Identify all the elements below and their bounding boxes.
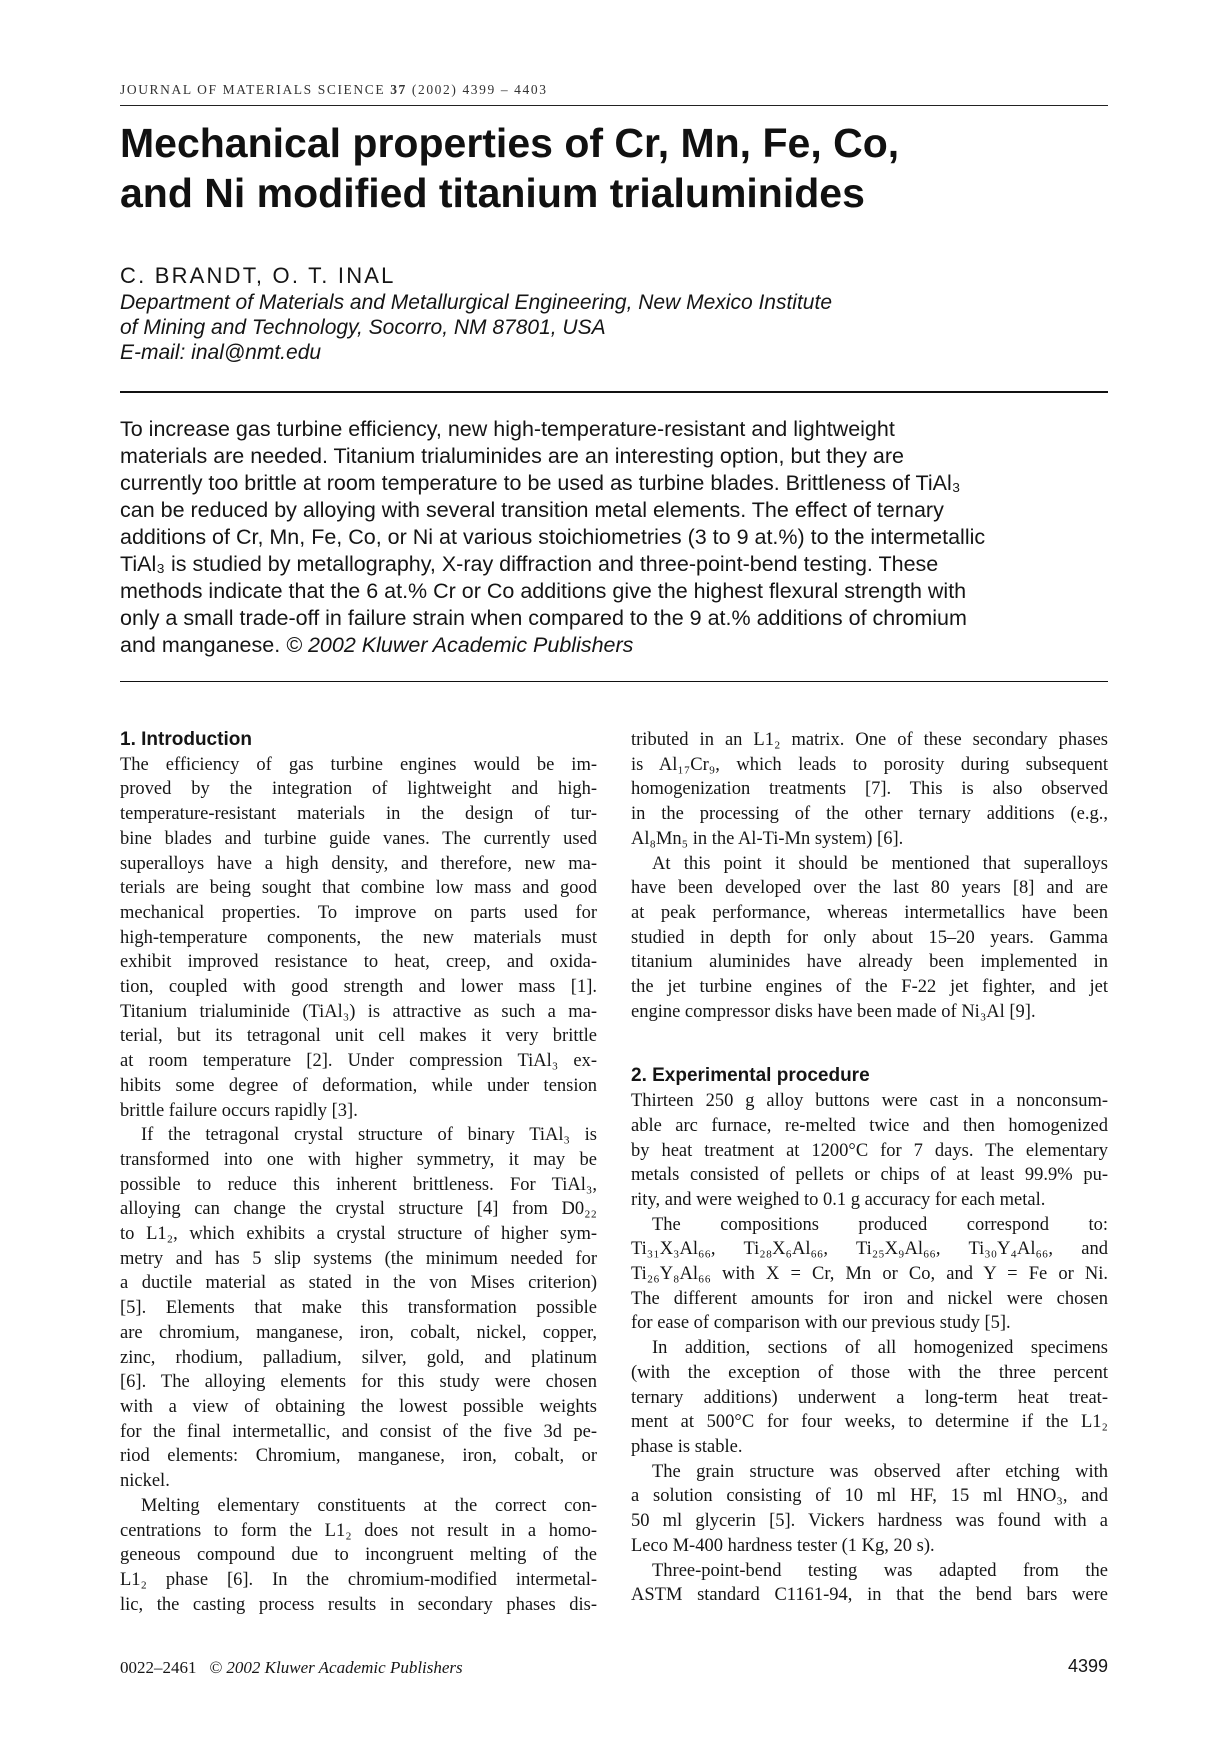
- abstract-line: To increase gas turbine efficiency, new high-temperature-resistant and lightweight: [120, 417, 895, 441]
- abstract-line: methods indicate that the 6 at.% Cr or Co additions give the highest flexural strength with: [120, 579, 967, 603]
- text-line: Titanium trialuminide (TiAl₃) is attractive as such a ma-: [120, 1001, 597, 1022]
- text-line: brittle failure occurs rapidly [3].: [120, 1100, 358, 1121]
- abstract-line: TiAl₃ is studied by metallography, X-ray diffraction and three-point-bend testing. These: [120, 552, 939, 576]
- text-line: rity, and were weighed to 0.1 g accuracy for each metal.: [631, 1189, 1046, 1210]
- text-line: L1₂ phase [6]. In the chromium-modified intermetal-: [120, 1569, 597, 1590]
- text-line: bine blades and turbine guide vanes. The currently used: [120, 828, 597, 849]
- text-line: superalloys have a high density, and therefore, new ma-: [120, 853, 597, 874]
- text-line: temperature-resistant materials in the design of tur-: [120, 804, 597, 825]
- text-line: metals consisted of pellets or chips of at least 99.9% pu-: [631, 1165, 1108, 1186]
- text-line: is Al₁₇Cr₉, which leads to porosity during subsequent: [631, 754, 1108, 775]
- text-line: Melting elementary constituents at the correct con-: [141, 1495, 597, 1516]
- affiliation-email: E-mail: inal@nmt.edu: [120, 341, 322, 364]
- text-line: terials are being sought that combine low mass and good: [120, 878, 597, 899]
- text-line: titanium aluminides have already been implemented in: [631, 952, 1108, 973]
- text-line: Al₈Mn₅ in the Al-Ti-Mn system) [6].: [631, 828, 904, 849]
- text-line: homogenization treatments [7]. This is also observed: [631, 779, 1108, 800]
- abstract-copyright: © 2002 Kluwer Academic Publishers: [286, 633, 634, 657]
- abstract-line-text: and manganese.: [120, 633, 287, 657]
- text-line: In addition, sections of all homogenized specimens: [652, 1338, 1108, 1359]
- text-line: zinc, rhodium, palladium, silver, gold, and platinum: [120, 1347, 597, 1368]
- text-line: nickel.: [120, 1471, 170, 1492]
- text-line: ment at 500°C for four weeks, to determine if the L1₂: [631, 1412, 1108, 1433]
- header-rule: [120, 105, 1108, 106]
- text-line: The efficiency of gas turbine engines would be im-: [120, 754, 597, 775]
- text-line: terial, but its tetragonal unit cell makes it very brittle: [120, 1026, 597, 1047]
- text-line: [6]. The alloying elements for this study were chosen: [120, 1372, 597, 1393]
- text-line: hibits some degree of deformation, while under tension: [120, 1075, 597, 1096]
- footer-copyright: © 2002 Kluwer Academic Publishers: [209, 1658, 463, 1677]
- text-line: Leco M-400 hardness tester (1 Kg, 20 s).: [631, 1535, 935, 1556]
- text-line: at peak performance, whereas intermetallics have been: [631, 902, 1108, 923]
- left-column: [120, 728, 597, 1617]
- text-line: Thirteen 250 g alloy buttons were cast in a nonconsum-: [631, 1091, 1108, 1112]
- paper-title: [120, 118, 1108, 218]
- text-line: for the final intermetallic, and consist of the five 3d pe-: [120, 1421, 597, 1442]
- text-line: (with the exception of those with the three percent: [631, 1362, 1108, 1383]
- text-line: studied in depth for only about 15–20 years. Gamma: [631, 927, 1108, 948]
- running-head: [120, 82, 1108, 98]
- text-line: possible to reduce this inherent brittleness. For TiAl₃,: [120, 1174, 597, 1195]
- journal-volume: 37: [390, 82, 407, 97]
- text-line: transformed into one with higher symmetry, it may be: [120, 1149, 597, 1170]
- abstract-top-rule: [120, 391, 1108, 393]
- journal-year: (2002): [411, 82, 458, 97]
- affiliation: [120, 290, 1108, 365]
- text-line: If the tetragonal crystal structure of binary TiAl₃ is: [141, 1125, 597, 1146]
- footer-left: [120, 1658, 463, 1678]
- section-gap: [631, 1024, 1108, 1064]
- text-line: to L1₂, which exhibits a crystal structure of higher sym-: [120, 1224, 597, 1245]
- issn: 0022–2461: [120, 1658, 197, 1677]
- text-line: tributed in an L1₂ matrix. One of these secondary phases: [631, 730, 1108, 750]
- text-line: [5]. Elements that make this transformation possible: [120, 1298, 597, 1319]
- text-line: geneous compound due to incongruent melting of the: [120, 1545, 597, 1566]
- title-line: Mechanical properties of Cr, Mn, Fe, Co,: [120, 120, 900, 166]
- abstract-line: currently too brittle at room temperature to be used as turbine blades. Brittleness of TiAl₃: [120, 471, 961, 495]
- text-line: The different amounts for iron and nickel were chosen: [631, 1288, 1108, 1309]
- affiliation-line: of Mining and Technology, Socorro, NM 87801, USA: [120, 316, 606, 339]
- text-line: mechanical properties. To improve on parts used for: [120, 902, 597, 923]
- affiliation-line: Department of Materials and Metallurgical Engineering, New Mexico Institute: [120, 291, 833, 314]
- text-line: exhibit improved resistance to heat, creep, and oxida-: [120, 952, 597, 973]
- text-line: 50 ml glycerin [5]. Vickers hardness was found with a: [631, 1511, 1108, 1532]
- abstract: [120, 416, 1108, 659]
- text-line: alloying can change the crystal structure [4] from D0₂₂: [120, 1199, 597, 1220]
- abstract-line: materials are needed. Titanium trialuminides are an interesting option, but they are: [120, 444, 904, 468]
- abstract-line: additions of Cr, Mn, Fe, Co, or Ni at various stoichiometries (3 to 9 at.%) to the intermetallic: [120, 525, 986, 549]
- text-line: have been developed over the last 80 years [8] and are: [631, 878, 1108, 899]
- journal-pages: 4399 – 4403: [462, 82, 548, 97]
- text-line: Ti₃₁X₃Al₆₆, Ti₂₈X₆Al₆₆, Ti₂₅X₉Al₆₆, Ti₃₀Y₄Al₆₆, and: [631, 1239, 1108, 1260]
- text-line: are chromium, manganese, iron, cobalt, nickel, copper,: [120, 1322, 597, 1343]
- text-line: engine compressor disks have been made of Ni₃Al [9].: [631, 1001, 1036, 1022]
- text-line: a ductile material as stated in the von Mises criterion): [120, 1273, 597, 1294]
- authors: C. BRANDT, O. T. INAL: [120, 263, 396, 288]
- text-line: phase is stable.: [631, 1436, 743, 1457]
- text-line: The compositions produced correspond to:: [652, 1214, 1108, 1235]
- abstract-bottom-rule: [120, 681, 1108, 682]
- text-line: able arc furnace, re-melted twice and then homogenized: [631, 1115, 1108, 1136]
- page-number: 4399: [1067, 1656, 1108, 1676]
- text-line: proved by the integration of lightweight and high-: [120, 779, 597, 800]
- section-heading-introduction: 1. Introduction: [120, 729, 252, 750]
- title-line: and Ni modified titanium trialuminides: [120, 170, 865, 216]
- text-line: The grain structure was observed after etching with: [652, 1461, 1108, 1482]
- text-line: at room temperature [2]. Under compression TiAl₃ ex-: [120, 1051, 597, 1072]
- text-line: by heat treatment at 1200°C for 7 days. The elementary: [631, 1140, 1108, 1161]
- text-line: high-temperature components, the new materials must: [120, 927, 597, 948]
- text-line: the jet turbine engines of the F-22 jet fighter, and jet: [631, 977, 1108, 998]
- abstract-line: only a small trade-off in failure strain when compared to the 9 at.% additions of chromium: [120, 606, 967, 630]
- text-line: riod elements: Chromium, manganese, iron, cobalt, or: [120, 1446, 597, 1467]
- text-line: At this point it should be mentioned that superalloys: [652, 853, 1108, 874]
- abstract-line: can be reduced by alloying with several transition metal elements. The effect of ternary: [120, 498, 944, 522]
- text-line: Ti₂₆Y₈Al₆₆ with X = Cr, Mn or Co, and Y = Fe or Ni.: [631, 1264, 1108, 1285]
- abstract-line: [120, 632, 1108, 659]
- text-line: lic, the casting process results in secondary phases dis-: [120, 1594, 597, 1615]
- text-line: centrations to form the L1₂ does not result in a homo-: [120, 1520, 597, 1541]
- text-line: a solution consisting of 10 ml HF, 15 ml HNO₃, and: [631, 1486, 1108, 1507]
- section-heading-experimental: 2. Experimental procedure: [631, 1065, 870, 1087]
- right-column: [631, 728, 1108, 1608]
- text-line: in the processing of the other ternary additions (e.g.,: [631, 804, 1108, 825]
- text-line: with a view of obtaining the lowest possible weights: [120, 1396, 597, 1417]
- text-line: ternary additions) underwent a long-term heat treat-: [631, 1387, 1108, 1408]
- text-line: ASTM standard C1161-94, in that the bend bars were: [631, 1585, 1108, 1606]
- text-line: for ease of comparison with our previous study [5].: [631, 1313, 1011, 1334]
- text-line: Three-point-bend testing was adapted from the: [652, 1560, 1108, 1581]
- text-line: metry and has 5 slip systems (the minimum needed for: [120, 1248, 597, 1269]
- journal-name: JOURNAL OF MATERIALS SCIENCE: [120, 82, 386, 97]
- text-line: tion, coupled with good strength and lower mass [1].: [120, 977, 597, 998]
